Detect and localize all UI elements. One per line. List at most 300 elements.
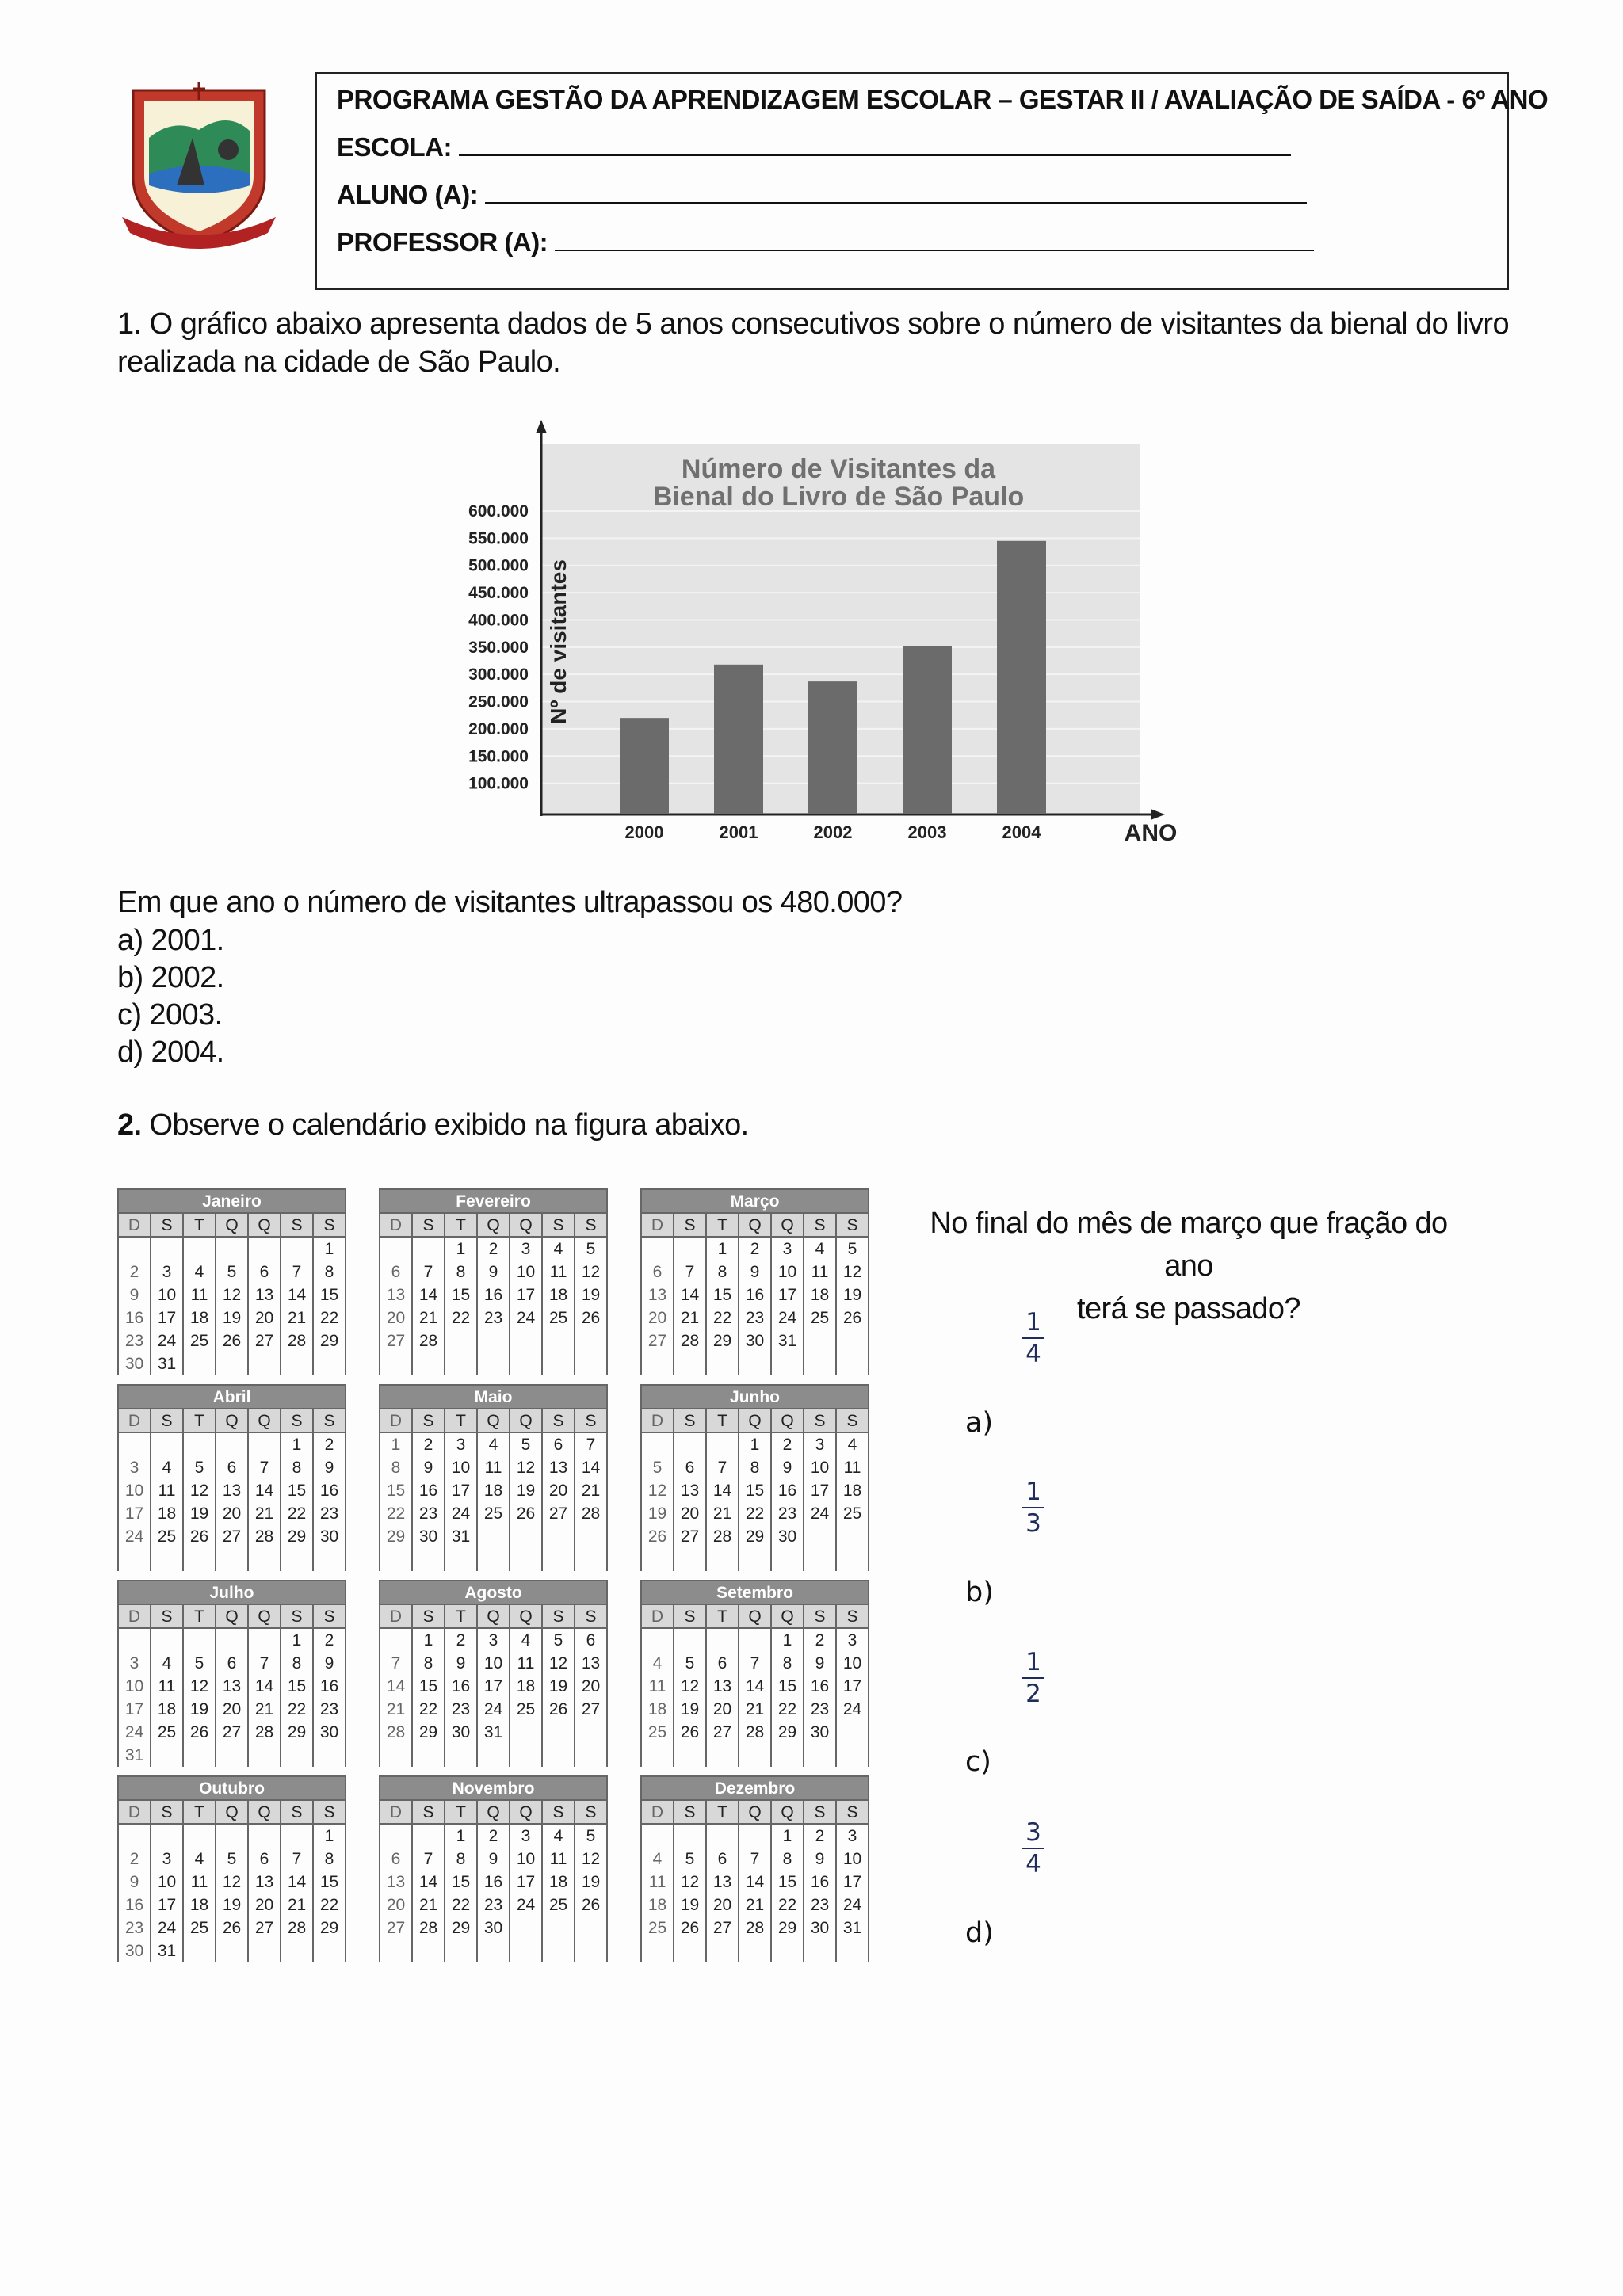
chart-y-tick-label: 500.000: [468, 556, 529, 575]
calendar-weekday-column: [413, 1238, 445, 1375]
calendar-day: [151, 1238, 182, 1261]
calendar-day: 15: [287, 1482, 307, 1500]
chart-y-tick-label: 350.000: [468, 638, 529, 657]
calendar-day: 29: [418, 1723, 438, 1741]
calendar-weekday: Q: [478, 1214, 510, 1236]
q1-option-a[interactable]: a) 2001.: [117, 924, 224, 957]
calendar-month-julho: [117, 1580, 346, 1767]
calendar-day: 25: [647, 1919, 667, 1937]
calendar-day: 8: [292, 1654, 302, 1672]
program-title: PROGRAMA GESTÃO DA APRENDIZAGEM ESCOLAR – GESTAR II / AVALIAÇÃO DE SAÍDA - 6º ANO: [337, 85, 1549, 114]
calendar-weekday-header: [380, 1604, 606, 1629]
fraction-numerator: 1: [1025, 1308, 1041, 1337]
calendar-weekday-column: [510, 1433, 543, 1571]
calendar-weekday: S: [323, 1412, 335, 1430]
calendar-day: 22: [319, 1309, 339, 1327]
calendar-day: [281, 1238, 312, 1261]
calendar-weekday-column: [184, 1238, 216, 1375]
calendar-day: 17: [483, 1677, 503, 1695]
calendar-month-title: Maio: [380, 1384, 606, 1408]
calendar-day: 23: [418, 1505, 438, 1523]
calendar-day: 24: [124, 1723, 144, 1741]
calendar-day: 1: [391, 1436, 401, 1454]
calendar-day: [314, 1352, 345, 1375]
calendar-month-maio: [379, 1384, 608, 1571]
calendar-day: 30: [319, 1723, 339, 1741]
calendar-weekday: S: [674, 1409, 707, 1432]
calendar-day: 26: [680, 1723, 700, 1741]
calendar-day: 18: [189, 1896, 209, 1914]
calendar-day: 20: [386, 1896, 406, 1914]
calendar-weekday-column: [281, 1825, 314, 1962]
calendar-weekday: D: [642, 1409, 674, 1432]
calendar-weekday-header: [642, 1408, 868, 1433]
calendar-weekday: T: [707, 1214, 739, 1236]
calendar-day: 12: [647, 1482, 667, 1500]
calendar-day: 29: [777, 1919, 797, 1937]
calendar-weekday: Q: [510, 1409, 543, 1432]
calendar-day: [642, 1433, 673, 1456]
calendar-day: 4: [652, 1850, 663, 1868]
calendar-day: 16: [451, 1677, 471, 1695]
calendar-month-title: Julho: [119, 1580, 345, 1604]
calendar-day: [281, 1744, 312, 1767]
q1-option-d[interactable]: d) 2004.: [117, 1035, 224, 1069]
calendar-day: 1: [324, 1827, 334, 1845]
calendar-weekday: S: [413, 1409, 445, 1432]
calendar-day: [119, 1238, 150, 1261]
calendar-day: 8: [292, 1459, 302, 1477]
calendar-day: 1: [324, 1240, 334, 1258]
calendar-day: 21: [680, 1309, 700, 1327]
calendar-day: 5: [553, 1631, 563, 1650]
calendar-day: 1: [456, 1240, 466, 1258]
calendar-day: 9: [815, 1850, 825, 1868]
calendar-day: 2: [488, 1827, 498, 1845]
calendar-weekday-column: [281, 1433, 314, 1571]
calendar-day: [216, 1238, 247, 1261]
calendar-day: 14: [712, 1482, 732, 1500]
calendar-weekday: S: [151, 1801, 184, 1823]
calendar-grid: [117, 1188, 870, 1973]
calendar-day: 14: [254, 1677, 274, 1695]
calendar-day: 20: [254, 1896, 274, 1914]
calendar-day: [380, 1825, 411, 1848]
calendar-weekday-column: [575, 1629, 606, 1767]
q2-option-c-fraction[interactable]: [1018, 1649, 1049, 1707]
calendar-weekday-column: [413, 1825, 445, 1962]
calendar-day: 5: [521, 1436, 531, 1454]
calendar-weekday-column: [119, 1629, 151, 1767]
calendar-day: 27: [680, 1527, 700, 1546]
calendar-day: 23: [124, 1919, 144, 1937]
calendar-day: 9: [129, 1873, 139, 1891]
calendar-weekday-column: [804, 1825, 837, 1962]
calendar-day: 23: [319, 1505, 339, 1523]
calendar-day: [837, 1721, 868, 1744]
calendar-day: [151, 1744, 182, 1767]
calendar-day: 27: [254, 1332, 274, 1350]
calendar-day: [216, 1433, 247, 1456]
calendar-day: 7: [292, 1263, 302, 1281]
calendar-weekday-column: [642, 1433, 674, 1571]
calendar-day: 5: [847, 1240, 857, 1258]
calendar-day: 28: [712, 1527, 732, 1546]
calendar-day: 17: [451, 1482, 471, 1500]
calendar-day: 10: [516, 1263, 536, 1281]
calendar-weekday-column: [575, 1433, 606, 1571]
calendar-day: 8: [750, 1459, 760, 1477]
calendar-day: 29: [451, 1919, 471, 1937]
calendar-month-title: Janeiro: [119, 1188, 345, 1212]
q1-option-c[interactable]: c) 2003.: [117, 998, 223, 1032]
calendar-day: 9: [782, 1459, 792, 1477]
calendar-day: 15: [451, 1286, 471, 1304]
calendar-day: 22: [451, 1896, 471, 1914]
calendar-weekday-column: [314, 1825, 345, 1962]
calendar-weekday: Q: [739, 1409, 772, 1432]
calendar-day: 10: [124, 1677, 144, 1695]
calendar-weekday-column: [642, 1825, 674, 1962]
calendar-weekday-column: [543, 1238, 575, 1375]
calendar-day: 13: [712, 1873, 732, 1891]
calendar-weekday-column: [314, 1433, 345, 1571]
calendar-day: 11: [158, 1677, 176, 1695]
calendar-day: 17: [810, 1482, 830, 1500]
fraction-numerator: 1: [1025, 1478, 1041, 1506]
q2-option-a-label[interactable]: a): [965, 1407, 994, 1439]
calendar-weekday-column: [575, 1825, 606, 1962]
calendar-weekday-column: [674, 1629, 707, 1767]
calendar-day: 16: [483, 1873, 503, 1891]
calendar-weekday-column: [216, 1433, 249, 1571]
calendar-weekday-column: [249, 1629, 281, 1767]
calendar-day: 13: [386, 1873, 406, 1891]
calendar-weekday-column: [249, 1825, 281, 1962]
chart-y-tick-label: 200.000: [468, 719, 529, 738]
calendar-day: 16: [124, 1896, 144, 1914]
calendar-weekday: S: [585, 1412, 597, 1430]
calendar-day: 25: [548, 1309, 568, 1327]
chart-title-line-1: Número de Visitantes da: [681, 454, 996, 484]
calendar-day: 26: [189, 1723, 209, 1741]
calendar-day: 24: [516, 1896, 536, 1914]
chart-x-tick-label: 2000: [624, 822, 664, 842]
calendar-month-novembro: [379, 1775, 608, 1962]
q2-option-d-fraction[interactable]: [1018, 1819, 1049, 1878]
calendar-day: 8: [423, 1654, 433, 1672]
calendar-day: 5: [586, 1827, 596, 1845]
calendar-weekday-column: [837, 1825, 868, 1962]
calendar-day: [249, 1825, 280, 1848]
calendar-day: 9: [456, 1654, 466, 1672]
q1-option-b[interactable]: b) 2002.: [117, 961, 224, 994]
calendar-day: [216, 1744, 247, 1767]
calendar-day: 25: [157, 1527, 177, 1546]
calendar-day: 15: [386, 1482, 406, 1500]
calendar-day: [674, 1825, 705, 1848]
calendar-day: [413, 1238, 444, 1261]
calendar-weekday: S: [585, 1803, 597, 1821]
chart-y-axis-label: Nº de visitantes: [546, 559, 571, 724]
calendar-weekday: S: [281, 1605, 314, 1627]
calendar-weekday-column: [510, 1629, 543, 1767]
calendar-day: 13: [581, 1654, 601, 1672]
chart-x-tick-label: 2004: [1002, 822, 1041, 842]
calendar-day: 19: [189, 1505, 209, 1523]
calendar-day: 23: [483, 1309, 503, 1327]
calendar-weekday-column: [642, 1629, 674, 1767]
calendar-day: 11: [648, 1677, 666, 1695]
calendar-day: 22: [745, 1505, 765, 1523]
calendar-day: 10: [777, 1263, 797, 1281]
calendar-weekday-column: [674, 1238, 707, 1375]
calendar-weekday: Q: [739, 1801, 772, 1823]
calendar-day: [739, 1825, 770, 1848]
calendar-month-fevereiro: [379, 1188, 608, 1375]
calendar-day: 2: [488, 1240, 498, 1258]
calendar-weekday-column: [380, 1825, 413, 1962]
visitors-bar-chart: [452, 416, 1181, 856]
calendar-day: 23: [451, 1700, 471, 1718]
calendar-day: 29: [287, 1527, 307, 1546]
calendar-day: [543, 1525, 574, 1548]
calendar-day: 18: [516, 1677, 536, 1695]
calendar-day: 30: [483, 1919, 503, 1937]
calendar-day: 22: [712, 1309, 732, 1327]
calendar-day: 20: [712, 1896, 732, 1914]
chart-y-tick-label: 150.000: [468, 747, 529, 766]
calendar-day: 22: [451, 1309, 471, 1327]
calendar-day: 13: [548, 1459, 568, 1477]
calendar-day: 24: [842, 1700, 862, 1718]
school-line: [459, 132, 1291, 156]
calendar-day: 6: [391, 1263, 401, 1281]
calendar-day: [249, 1939, 280, 1962]
calendar-day: 12: [581, 1263, 601, 1281]
calendar-day: 25: [810, 1309, 830, 1327]
calendar-day: 16: [777, 1482, 797, 1500]
calendar-day: [674, 1629, 705, 1652]
calendar-weekday: S: [846, 1608, 858, 1626]
calendar-weekday-column: [445, 1629, 478, 1767]
calendar-weekday-column: [314, 1629, 345, 1767]
calendar-day: [249, 1629, 280, 1652]
calendar-weekday-column: [314, 1238, 345, 1375]
calendar-day: 15: [319, 1873, 339, 1891]
calendar-weekday: T: [445, 1605, 478, 1627]
calendar-day: [837, 1329, 868, 1352]
calendar-weekday: T: [445, 1214, 478, 1236]
student-field[interactable]: [337, 180, 1307, 210]
calendar-day: 31: [777, 1332, 797, 1350]
calendar-weekday: D: [119, 1801, 151, 1823]
calendar-day: 26: [548, 1700, 568, 1718]
chart-x-axis-arrow: [1151, 809, 1165, 820]
calendar-day: 18: [483, 1482, 503, 1500]
teacher-field[interactable]: [337, 227, 1314, 257]
calendar-month-title: Abril: [119, 1384, 345, 1408]
calendar-weekday: S: [543, 1214, 575, 1236]
fraction-bar: [1022, 1507, 1044, 1508]
calendar-day: 15: [777, 1873, 797, 1891]
calendar-day: 10: [516, 1850, 536, 1868]
calendar-day: 18: [647, 1896, 667, 1914]
calendar-weekday: S: [323, 1803, 335, 1821]
calendar-weekday-column: [380, 1238, 413, 1375]
calendar-weekday-column: [249, 1238, 281, 1375]
calendar-day: 17: [516, 1873, 536, 1891]
q2-option-d-label[interactable]: d): [965, 1917, 994, 1949]
calendar-day: 14: [386, 1677, 406, 1695]
calendar-weekday: S: [804, 1801, 837, 1823]
fraction-denominator: 4: [1025, 1340, 1041, 1368]
calendar-weekday-column: [707, 1825, 739, 1962]
calendar-day: 21: [287, 1896, 307, 1914]
calendar-day: 22: [319, 1896, 339, 1914]
chart-y-tick-label: 250.000: [468, 692, 529, 711]
calendar-day: 11: [549, 1850, 567, 1868]
calendar-day: [119, 1433, 150, 1456]
calendar-day: 28: [254, 1723, 274, 1741]
calendar-weekday-column: [739, 1433, 772, 1571]
calendar-weekday: S: [413, 1214, 445, 1236]
calendar-weekday: D: [119, 1214, 151, 1236]
calendar-month-outubro: [117, 1775, 346, 1962]
calendar-day: 16: [124, 1309, 144, 1327]
calendar-day: 29: [287, 1723, 307, 1741]
calendar-weekday-column: [151, 1825, 184, 1962]
calendar-month-abril: [117, 1384, 346, 1571]
calendar-weekday-column: [380, 1629, 413, 1767]
calendar-weekday: S: [804, 1214, 837, 1236]
school-field[interactable]: [337, 132, 1291, 162]
calendar-weekday-column: [184, 1433, 216, 1571]
calendar-weekday-column: [739, 1629, 772, 1767]
calendar-day: 24: [157, 1332, 177, 1350]
calendar-day: 19: [842, 1286, 862, 1304]
question-2-prompt-line-2: terá se passado?: [1077, 1292, 1300, 1325]
calendar-day: 14: [680, 1286, 700, 1304]
calendar-day: 24: [124, 1527, 144, 1546]
q2-option-b-fraction[interactable]: [1018, 1478, 1049, 1537]
calendar-weekday-column: [837, 1433, 868, 1571]
calendar-day: 4: [847, 1436, 857, 1454]
calendar-day: 4: [162, 1654, 172, 1672]
calendar-weekday-column: [707, 1433, 739, 1571]
calendar-day: [249, 1352, 280, 1375]
calendar-weekday: D: [119, 1605, 151, 1627]
question-2-statement: Observe o calendário exibido na figura abaixo.: [149, 1108, 749, 1142]
calendar-day: 18: [189, 1309, 209, 1327]
calendar-day: 28: [581, 1505, 601, 1523]
calendar-weekday-column: [151, 1629, 184, 1767]
calendar-weekday-column: [445, 1433, 478, 1571]
calendar-day: [674, 1238, 705, 1261]
q2-option-b-label[interactable]: b): [965, 1577, 994, 1608]
calendar-day: 31: [157, 1355, 177, 1373]
calendar-day: 7: [259, 1654, 269, 1672]
calendar-day: 2: [129, 1263, 139, 1281]
calendar-weekday-header: [119, 1799, 345, 1825]
calendar-day: 18: [810, 1286, 830, 1304]
calendar-day: 11: [517, 1654, 535, 1672]
chart-y-tick-label: 450.000: [468, 584, 529, 603]
calendar-month-junho: [640, 1384, 869, 1571]
calendar-day: 7: [586, 1436, 596, 1454]
school-label: ESCOLA:: [337, 132, 452, 162]
q2-option-a-fraction[interactable]: [1018, 1309, 1049, 1367]
calendar-day: [119, 1629, 150, 1652]
calendar-day: 13: [254, 1873, 274, 1891]
calendar-weekday-header: [642, 1604, 868, 1629]
calendar-day: 21: [254, 1700, 274, 1718]
calendar-day: [216, 1629, 247, 1652]
calendar-day: 19: [222, 1896, 242, 1914]
fraction-bar: [1022, 1337, 1044, 1339]
calendar-weekday: S: [543, 1605, 575, 1627]
calendar-day: 30: [124, 1942, 144, 1960]
calendar-weekday-column: [478, 1433, 510, 1571]
calendar-weekday: T: [707, 1605, 739, 1627]
calendar-day: 27: [581, 1700, 601, 1718]
q2-option-c-label[interactable]: c): [965, 1746, 991, 1778]
calendar-weekday-column: [119, 1825, 151, 1962]
calendar-day: 7: [423, 1850, 433, 1868]
calendar-day: 31: [157, 1942, 177, 1960]
calendar-weekday-header: [380, 1799, 606, 1825]
calendar-day: 29: [319, 1332, 339, 1350]
student-line: [485, 180, 1307, 204]
calendar-day: 4: [194, 1850, 204, 1868]
calendar-day: 27: [548, 1505, 568, 1523]
calendar-day: 27: [222, 1527, 242, 1546]
calendar-weekday-column: [772, 1433, 804, 1571]
calendar-weekday: S: [846, 1803, 858, 1821]
chart-y-axis-arrow: [536, 420, 547, 433]
calendar-day: 10: [842, 1654, 862, 1672]
calendar-day: 21: [418, 1309, 438, 1327]
calendar-month-março: [640, 1188, 869, 1375]
calendar-day: [249, 1238, 280, 1261]
chart-x-tick-label: 2003: [907, 822, 947, 842]
calendar-day: 10: [810, 1459, 830, 1477]
calendar-day: 26: [647, 1527, 667, 1546]
calendar-day: 18: [157, 1505, 177, 1523]
calendar-day: 5: [586, 1240, 596, 1258]
calendar-day: 30: [124, 1355, 144, 1373]
calendar-day: 19: [189, 1700, 209, 1718]
calendar-day: 8: [717, 1263, 727, 1281]
calendar-weekday-header: [119, 1212, 345, 1238]
calendar-weekday-column: [281, 1629, 314, 1767]
calendar-day: [642, 1238, 673, 1261]
calendar-day: 5: [194, 1654, 204, 1672]
calendar-day: [184, 1825, 215, 1848]
fraction-numerator: 1: [1025, 1648, 1041, 1676]
calendar-day: 13: [386, 1286, 406, 1304]
calendar-day: 13: [222, 1677, 242, 1695]
calendar-day: [478, 1525, 509, 1548]
calendar-day: 1: [782, 1827, 792, 1845]
chart-x-tick-label: 2001: [719, 822, 758, 842]
calendar-weekday-column: [478, 1629, 510, 1767]
calendar-weekday-column: [674, 1825, 707, 1962]
calendar-month-title: Agosto: [380, 1580, 606, 1604]
calendar-day: 3: [847, 1631, 857, 1650]
calendar-day: 12: [222, 1873, 242, 1891]
student-label: ALUNO (A):: [337, 180, 479, 209]
